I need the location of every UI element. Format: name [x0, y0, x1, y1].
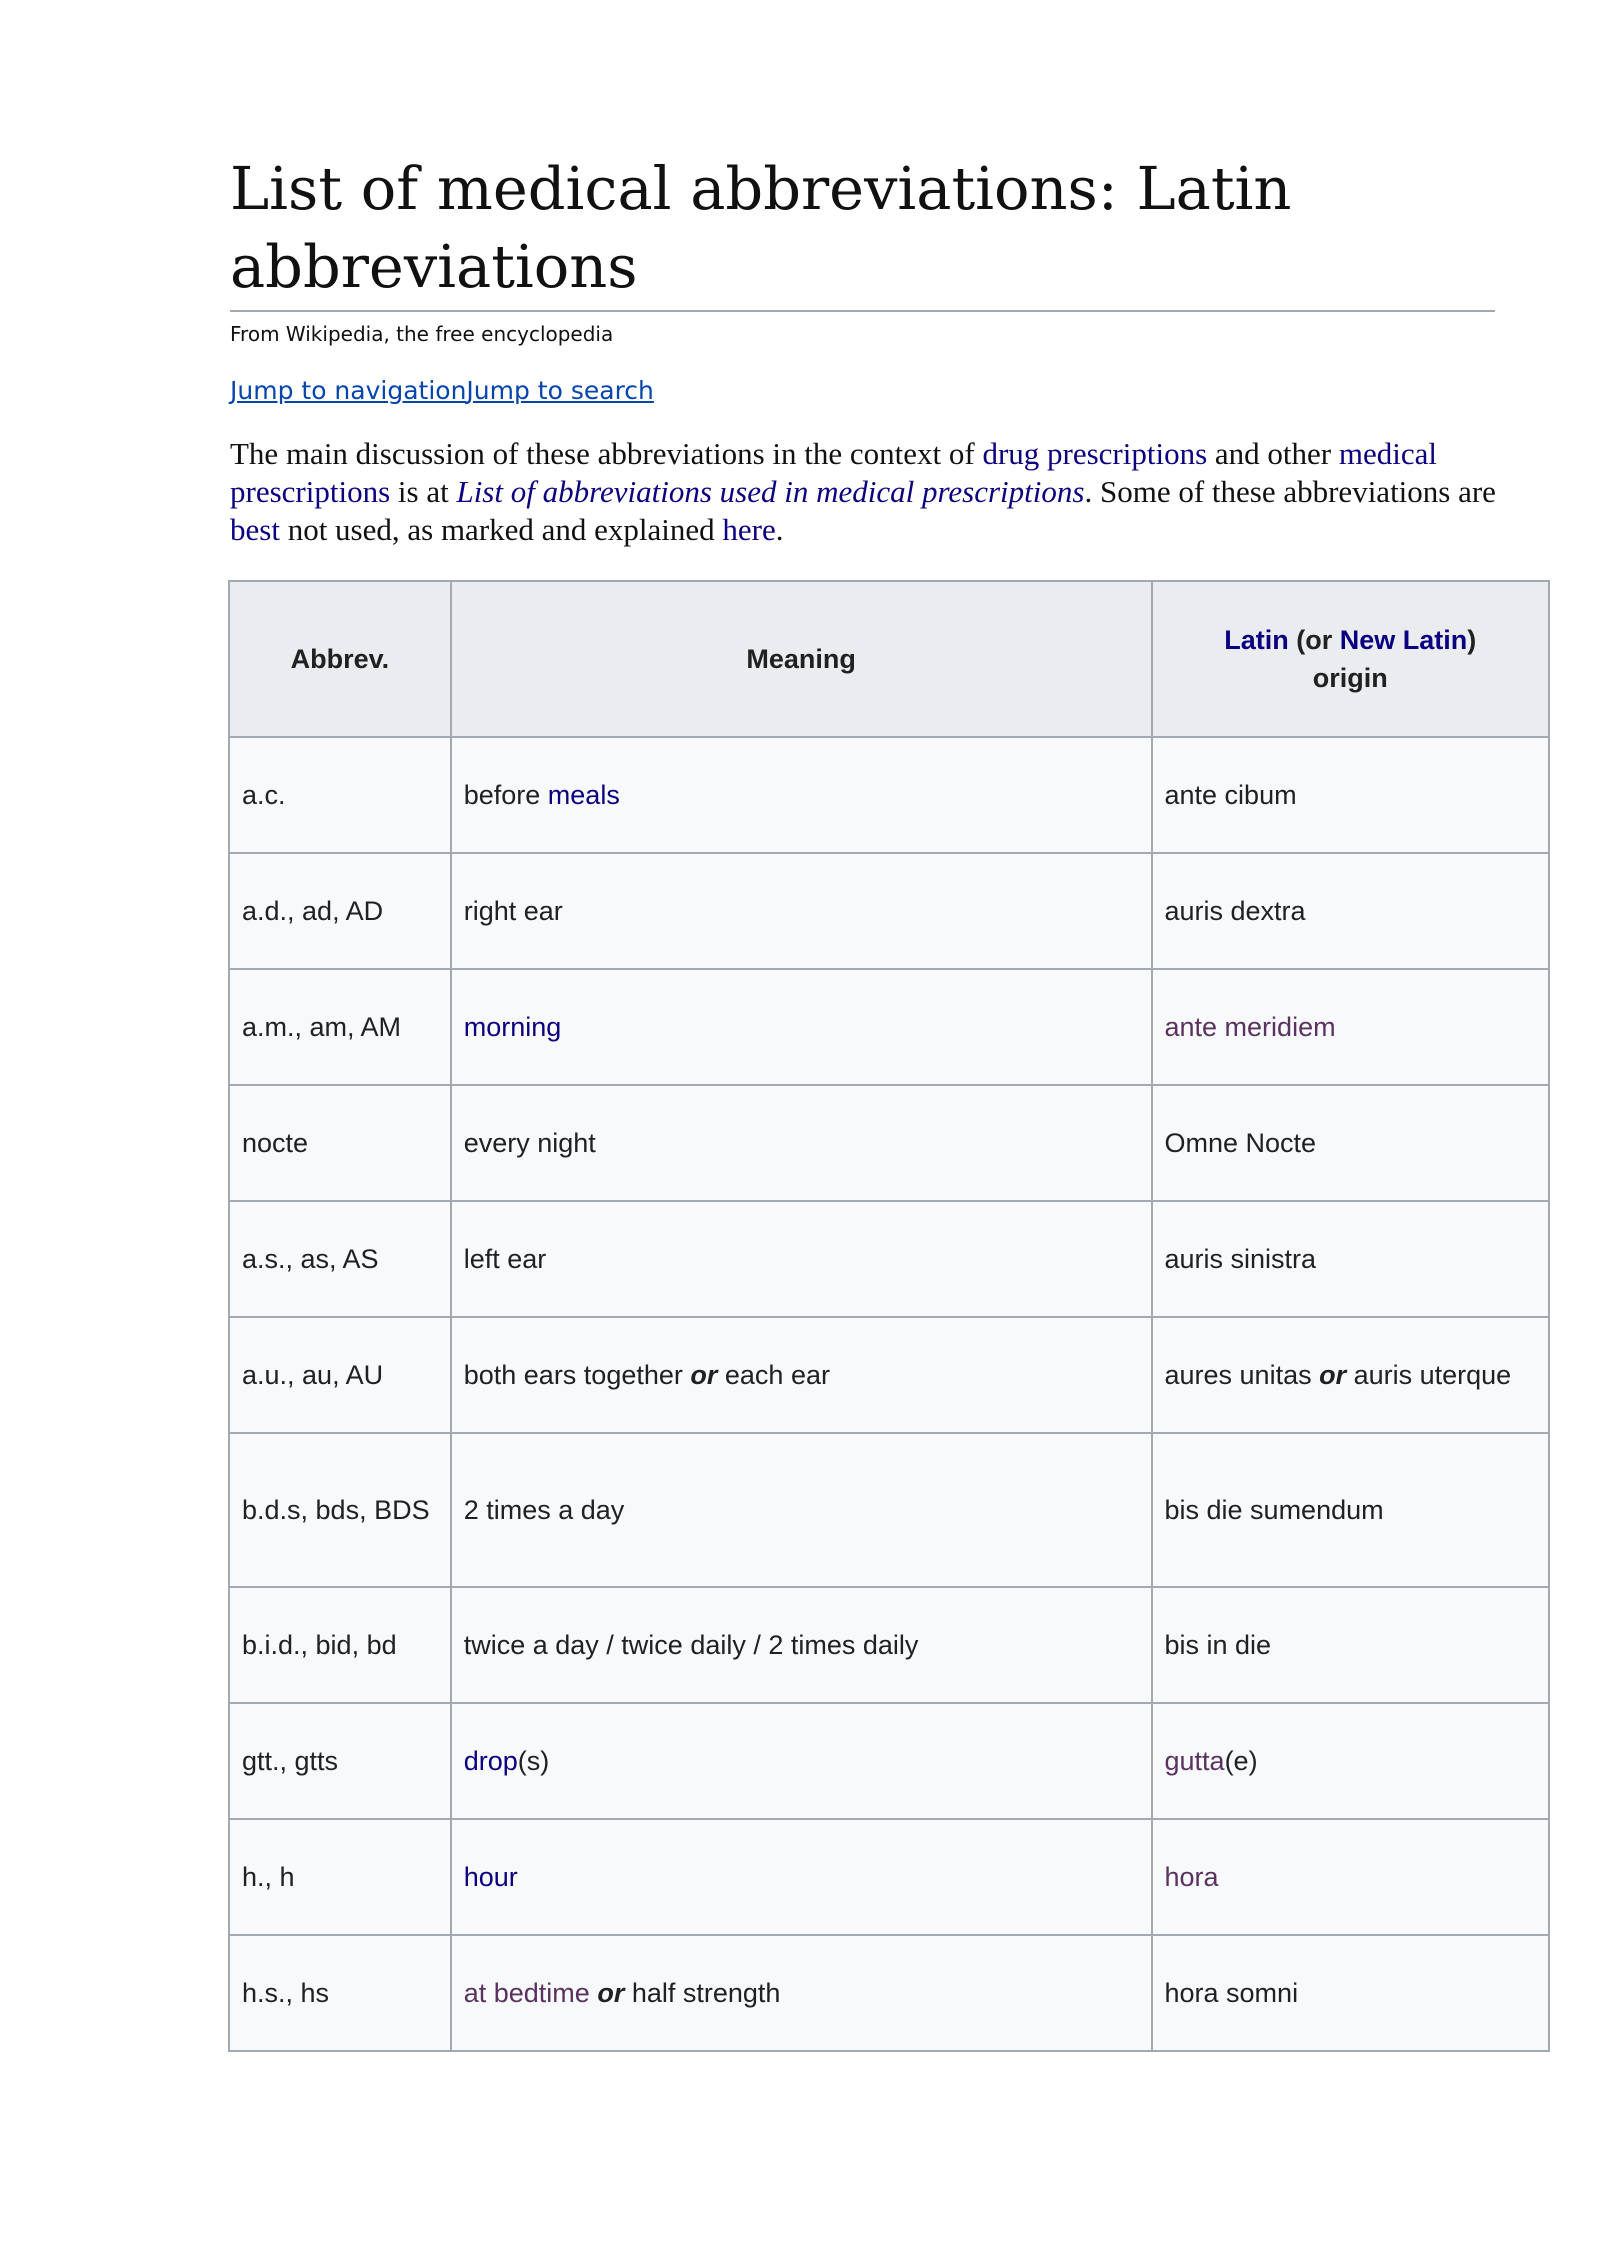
- meaning-text: half strength: [624, 1978, 781, 2008]
- gutta-link[interactable]: gutta: [1164, 1746, 1225, 1776]
- table-row: [229, 1201, 1549, 1317]
- table-row: [229, 737, 1549, 853]
- meaning-text: each ear: [717, 1360, 830, 1390]
- article: [230, 150, 1550, 2052]
- meaning-cell: left ear: [451, 1201, 1152, 1317]
- intro-text: The main discussion of these abbreviations in the context of: [230, 436, 983, 471]
- origin-cell: [1152, 1317, 1550, 1433]
- list-of-abbreviations-label: List of abbreviations used in medical prescriptions: [456, 474, 1085, 509]
- intro-text: . Some of these abbreviations are: [1084, 474, 1496, 509]
- header-origin[interactable]: [1152, 581, 1550, 737]
- abbreviations-table: [228, 580, 1550, 2052]
- abbrev-cell: a.u., au, AU: [229, 1317, 451, 1433]
- table-row: [229, 853, 1549, 969]
- intro-text: is at: [390, 474, 457, 509]
- table-row: [229, 969, 1549, 1085]
- meaning-cell: right ear: [451, 853, 1152, 969]
- meals-link[interactable]: meals: [547, 780, 620, 810]
- abbrev-cell: a.m., am, AM: [229, 969, 451, 1085]
- drug-prescriptions-link[interactable]: drug prescriptions: [982, 436, 1208, 471]
- origin-cell: [1152, 969, 1550, 1085]
- hour-link[interactable]: hour: [463, 1862, 518, 1892]
- list-of-abbreviations-link[interactable]: [456, 474, 1084, 509]
- best-link[interactable]: best: [230, 512, 280, 547]
- here-link[interactable]: here: [722, 512, 776, 547]
- intro-text: and other: [1207, 436, 1339, 471]
- intro-paragraph: [230, 435, 1500, 549]
- origin-cell: hora somni: [1152, 1935, 1550, 2051]
- abbrev-cell: nocte: [229, 1085, 451, 1201]
- new-latin-link[interactable]: New Latin: [1339, 625, 1468, 655]
- abbrev-cell: h.s., hs: [229, 1935, 451, 2051]
- abbrev-cell: gtt., gtts: [229, 1703, 451, 1819]
- intro-text: .: [775, 512, 784, 547]
- header-meaning[interactable]: Meaning: [451, 581, 1152, 737]
- abbrev-cell: a.d., ad, AD: [229, 853, 451, 969]
- intro-text: not used, as marked and explained: [279, 512, 723, 547]
- origin-cell: bis in die: [1152, 1587, 1550, 1703]
- header-close-paren: ): [1467, 625, 1477, 655]
- or-emphasis: or: [1319, 1360, 1347, 1390]
- table-row: [229, 1085, 1549, 1201]
- abbrev-cell: h., h: [229, 1819, 451, 1935]
- origin-cell: [1152, 1703, 1550, 1819]
- table-row: [229, 1935, 1549, 2051]
- meaning-text: (s): [517, 1746, 550, 1776]
- meaning-cell: twice a day / twice daily / 2 times daily: [451, 1587, 1152, 1703]
- table-row: [229, 1433, 1549, 1587]
- abbrev-cell: a.s., as, AS: [229, 1201, 451, 1317]
- origin-cell: Omne Nocte: [1152, 1085, 1550, 1201]
- meaning-cell: [451, 737, 1152, 853]
- meaning-text: both ears together: [463, 1360, 691, 1390]
- meaning-cell: [451, 969, 1152, 1085]
- origin-cell: bis die sumendum: [1152, 1433, 1550, 1587]
- origin-cell: auris dextra: [1152, 853, 1550, 969]
- header-origin-label: origin: [1312, 663, 1388, 693]
- site-tagline: From Wikipedia, the free encyclopedia: [230, 322, 614, 346]
- meaning-cell: [451, 1819, 1152, 1935]
- or-emphasis: or: [690, 1360, 718, 1390]
- meaning-cell: [451, 1935, 1152, 2051]
- origin-cell: auris sinistra: [1152, 1201, 1550, 1317]
- abbrev-cell: a.c.: [229, 737, 451, 853]
- or-emphasis: or: [597, 1978, 625, 2008]
- jump-to-search-link[interactable]: Jump to search: [466, 376, 654, 405]
- origin-cell: [1152, 1819, 1550, 1935]
- origin-text: aures unitas: [1164, 1360, 1320, 1390]
- abbrev-cell: b.d.s, bds, BDS: [229, 1433, 451, 1587]
- header-abbrev[interactable]: Abbrev.: [229, 581, 451, 737]
- origin-text: (e): [1224, 1746, 1258, 1776]
- origin-cell: ante cibum: [1152, 737, 1550, 853]
- table-row: [229, 1819, 1549, 1935]
- table-header-row: [229, 581, 1549, 737]
- meaning-cell: [451, 1317, 1152, 1433]
- meaning-cell: 2 times a day: [451, 1433, 1152, 1587]
- page-title: List of medical abbreviations: Latin abbreviations: [230, 150, 1495, 312]
- header-or-text: (or: [1288, 625, 1340, 655]
- jump-links: [230, 376, 1550, 405]
- table-row: [229, 1317, 1549, 1433]
- origin-text: auris uterque: [1346, 1360, 1512, 1390]
- abbrev-cell: b.i.d., bid, bd: [229, 1587, 451, 1703]
- morning-link[interactable]: morning: [463, 1012, 562, 1042]
- hora-link[interactable]: hora: [1164, 1862, 1219, 1892]
- ante-meridiem-link[interactable]: ante meridiem: [1164, 1012, 1336, 1042]
- medical-prescriptions-link[interactable]: medical prescriptions: [230, 436, 1437, 509]
- drop-link[interactable]: drop: [463, 1746, 518, 1776]
- table-row: [229, 1703, 1549, 1819]
- table-row: [229, 1587, 1549, 1703]
- jump-to-navigation-link[interactable]: Jump to navigation: [230, 376, 467, 405]
- meaning-cell: every night: [451, 1085, 1152, 1201]
- latin-link[interactable]: Latin: [1224, 625, 1289, 655]
- at-bedtime-link[interactable]: at bedtime: [463, 1978, 590, 2008]
- meaning-cell: [451, 1703, 1152, 1819]
- meaning-text: before: [463, 780, 548, 810]
